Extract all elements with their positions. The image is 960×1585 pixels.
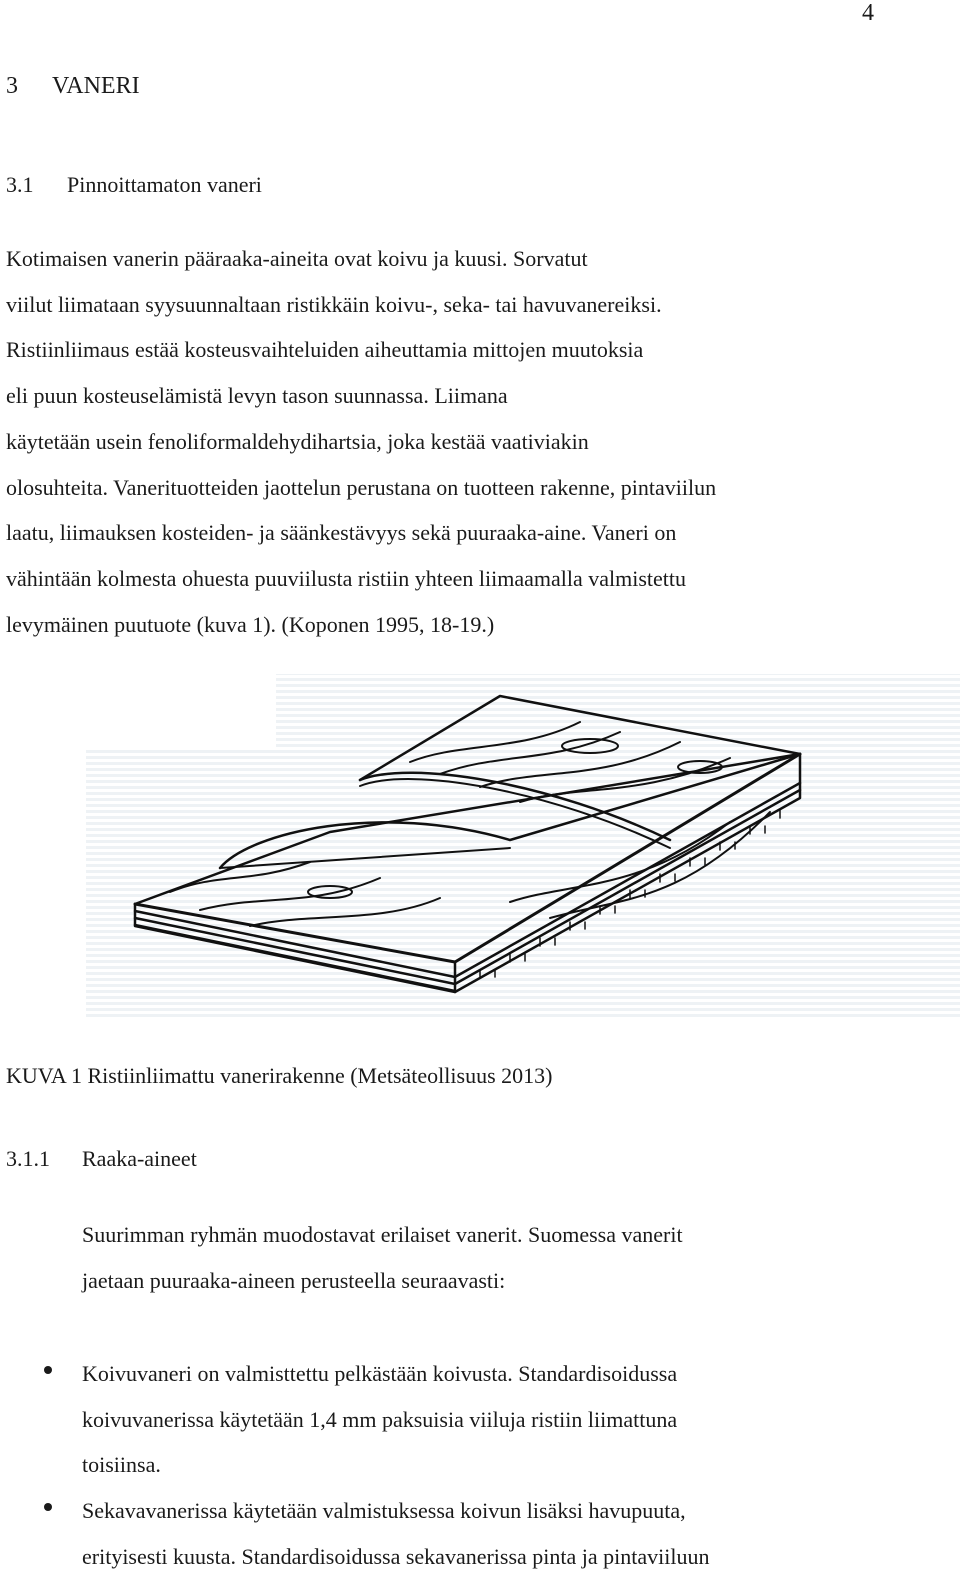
paragraph-line: viilut liimataan syysuunnaltaan ristikkäin koivu-, seka- tai havuvanereiksi.	[6, 291, 662, 317]
bullet-icon	[44, 1366, 52, 1374]
paragraph-intro	[6, 236, 716, 647]
list-item-line: Koivuvaneri on valmisttettu pelkästään koivusta. Standardisoidussa	[82, 1361, 678, 1386]
section-heading	[6, 172, 262, 198]
list-item-line: toisiinsa.	[82, 1452, 161, 1477]
paragraph-line: vähintään kolmesta ohuesta puuviilusta ristiin yhteen liimaamalla valmistettu	[6, 565, 687, 591]
bullet-icon	[44, 1503, 52, 1511]
paragraph-line: eli puun kosteuselämistä levyn tason suunnassa. Liimana	[6, 383, 508, 409]
paragraph-line: jaetaan puuraaka-aineen perusteella seuraavasti:	[82, 1267, 506, 1293]
list-item-line: erityisesti kuusta. Standardisoidussa sekavanerissa pinta ja pintaviiluun	[82, 1543, 710, 1569]
paragraph-line: levymäinen puutuote (kuva 1). (Koponen 1995, 18-19.)	[6, 611, 495, 637]
chapter-number: 3	[6, 73, 18, 99]
plywood-drawing	[80, 672, 960, 1032]
section-title: Pinnoittamaton vaneri	[67, 172, 262, 197]
figure-caption: KUVA 1 Ristiinliimattu vanerirakenne (Metsäteollisuus 2013)	[6, 1063, 553, 1088]
paragraph-line: olosuhteita. Vanerituotteiden jaottelun perustana on tuotteen rakenne, pintaviilun	[6, 474, 717, 500]
scan-background	[86, 674, 960, 1017]
chapter-title: VANERI	[52, 73, 140, 99]
paragraph-raw-materials	[82, 1212, 683, 1303]
subsection-heading	[6, 1146, 197, 1172]
page-number: 4	[862, 0, 874, 26]
list-item-line: koivuvanerissa käytetään 1,4 mm paksuisia viiluja ristiin liimattuna	[82, 1406, 678, 1432]
plywood-illustration	[80, 672, 960, 1032]
subsection-title: Raaka-aineet	[82, 1146, 197, 1171]
paragraph-line: Kotimaisen vanerin pääraaka-aineita ovat koivu ja kuusi. Sorvatut	[6, 246, 588, 271]
paragraph-line: Ristiinliimaus estää kosteusvaihteluiden aiheuttamia mittojen muutoksia	[6, 337, 644, 363]
paragraph-line: Suurimman ryhmän muodostavat erilaiset vanerit. Suomessa vanerit	[82, 1222, 683, 1247]
section-number: 3.1	[6, 172, 34, 197]
list-item-line: Sekavavanerissa käytetään valmistuksessa koivun lisäksi havupuuta,	[82, 1498, 686, 1523]
chapter-heading	[6, 73, 140, 100]
subsection-number: 3.1.1	[6, 1146, 50, 1171]
paragraph-line: laatu, liimauksen kosteiden- ja säänkestävyys sekä puuraaka-aine. Vaneri on	[6, 520, 677, 546]
paragraph-line: käytetään usein fenoliformaldehydihartsia, joka kestää vaativiakin	[6, 428, 589, 454]
